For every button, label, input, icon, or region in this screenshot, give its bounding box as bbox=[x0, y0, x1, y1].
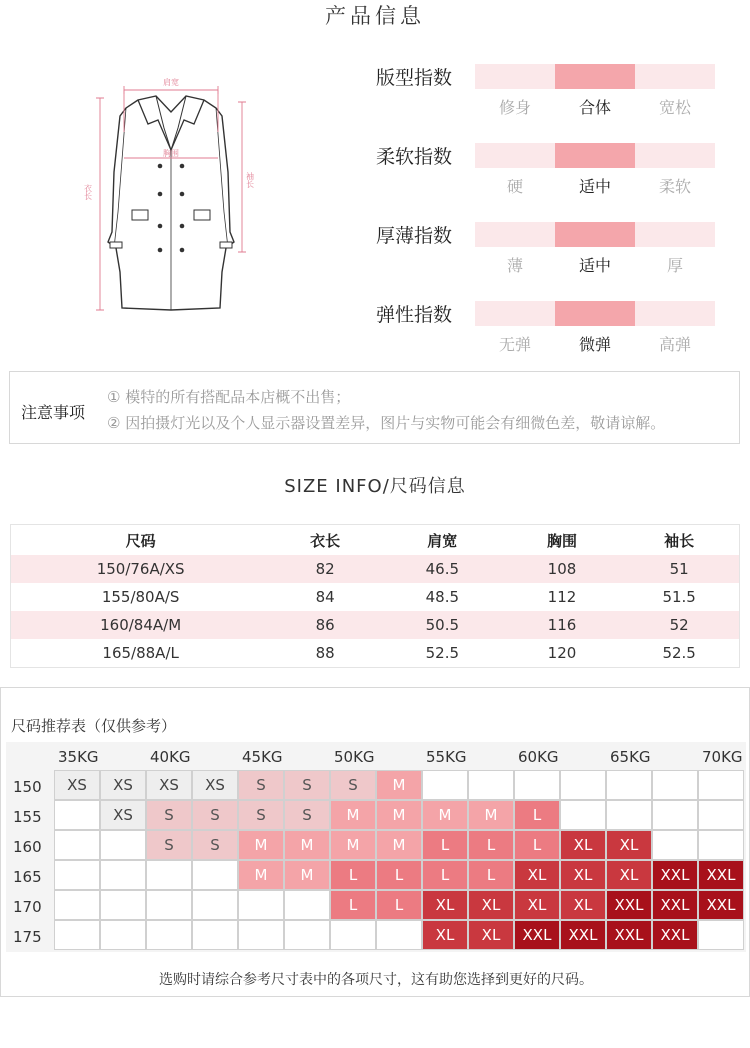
size-cell bbox=[100, 890, 146, 920]
table-cell: 108 bbox=[547, 560, 577, 578]
size-cell: XXL bbox=[652, 920, 698, 950]
size-table-header bbox=[11, 525, 739, 555]
size-cell bbox=[54, 830, 100, 860]
index-option: 硬 bbox=[506, 177, 523, 196]
table-cell: 116 bbox=[547, 616, 577, 634]
table-row bbox=[11, 555, 739, 583]
table-cell: 155/80A/S bbox=[101, 588, 180, 606]
size-cell: XL bbox=[606, 860, 652, 890]
index-bar-segment bbox=[555, 64, 635, 89]
weight-label: 35KG bbox=[58, 748, 99, 766]
table-cell: 84 bbox=[315, 588, 335, 606]
notes-heading: 注意事项 bbox=[21, 403, 86, 422]
index-options bbox=[475, 332, 715, 355]
size-cell: XL bbox=[422, 920, 468, 950]
size-cell: XL bbox=[468, 890, 514, 920]
size-cell: S bbox=[192, 830, 238, 860]
size-cell bbox=[606, 770, 652, 800]
size-cell bbox=[652, 800, 698, 830]
height-label: 170 bbox=[13, 898, 42, 916]
size-cell bbox=[192, 920, 238, 950]
size-cell bbox=[146, 920, 192, 950]
table-cell: 165/88A/L bbox=[102, 644, 179, 662]
table-cell: 82 bbox=[315, 560, 335, 578]
size-cell bbox=[192, 860, 238, 890]
index-bar bbox=[475, 301, 715, 326]
size-cell: XL bbox=[560, 830, 606, 860]
weight-label: 55KG bbox=[426, 748, 467, 766]
size-cell bbox=[468, 770, 514, 800]
index-bar-segment bbox=[635, 143, 715, 168]
size-cell: L bbox=[376, 860, 422, 890]
size-cell: S bbox=[330, 770, 376, 800]
size-cell: XL bbox=[560, 890, 606, 920]
size-cell: S bbox=[238, 770, 284, 800]
size-cell bbox=[54, 890, 100, 920]
size-cell bbox=[376, 920, 422, 950]
index-option: 修身 bbox=[498, 98, 531, 117]
coat-diagram bbox=[78, 72, 264, 320]
size-cell: XS bbox=[192, 770, 238, 800]
size-cell bbox=[54, 860, 100, 890]
index-label: 厚薄指数 bbox=[376, 225, 453, 247]
size-cell: XL bbox=[468, 920, 514, 950]
size-cell: S bbox=[284, 800, 330, 830]
size-cell bbox=[652, 770, 698, 800]
size-cell: XXL bbox=[652, 860, 698, 890]
page-title: 产品信息 bbox=[325, 4, 425, 28]
height-label: 165 bbox=[13, 868, 42, 886]
index-options bbox=[475, 253, 715, 276]
index-option: 无弹 bbox=[498, 335, 531, 354]
size-cell bbox=[238, 890, 284, 920]
size-cell: M bbox=[468, 800, 514, 830]
table-cell: 51 bbox=[669, 560, 689, 578]
weight-label: 50KG bbox=[334, 748, 375, 766]
size-cell bbox=[330, 920, 376, 950]
index-bar bbox=[475, 222, 715, 247]
table-cell: 112 bbox=[547, 588, 577, 606]
table-cell: 52.5 bbox=[662, 644, 696, 662]
index-option: 宽松 bbox=[658, 98, 691, 117]
size-cell bbox=[698, 920, 744, 950]
weight-label: 60KG bbox=[518, 748, 559, 766]
index-option: 微弹 bbox=[578, 335, 611, 354]
height-label: 175 bbox=[13, 928, 42, 946]
weight-label: 65KG bbox=[610, 748, 651, 766]
index-option: 柔软 bbox=[658, 177, 691, 196]
size-cell: L bbox=[422, 830, 468, 860]
size-cell bbox=[238, 920, 284, 950]
size-cell bbox=[652, 830, 698, 860]
index-bar-segment bbox=[635, 301, 715, 326]
index-option: 高弹 bbox=[658, 335, 691, 354]
header-chest: 胸围 bbox=[546, 531, 577, 550]
index-label: 柔软指数 bbox=[376, 146, 453, 168]
size-cell: S bbox=[238, 800, 284, 830]
index-bar-segment bbox=[635, 222, 715, 247]
size-cell: M bbox=[330, 800, 376, 830]
header-sleeve: 袖长 bbox=[664, 531, 695, 550]
index-bar-segment bbox=[475, 222, 555, 247]
size-cell: XL bbox=[514, 860, 560, 890]
recommendation-footer: 选购时请综合参考尺寸表中的各项尺寸，这有助您选择到更好的尺码。 bbox=[159, 972, 593, 988]
index-options bbox=[475, 174, 715, 197]
size-cell bbox=[100, 860, 146, 890]
index-bar-segment bbox=[555, 301, 635, 326]
table-cell: 120 bbox=[547, 644, 577, 662]
height-label: 150 bbox=[13, 778, 42, 796]
size-cell bbox=[100, 830, 146, 860]
table-cell: 160/84A/M bbox=[100, 616, 182, 634]
size-cell bbox=[284, 890, 330, 920]
size-cell bbox=[698, 830, 744, 860]
index-option: 适中 bbox=[578, 177, 611, 196]
table-cell: 50.5 bbox=[425, 616, 460, 634]
size-cell: XXL bbox=[698, 860, 744, 890]
recommendation-title: 尺码推荐表（仅供参考） bbox=[11, 717, 177, 735]
size-cell: L bbox=[330, 890, 376, 920]
length-label: 衣长 bbox=[83, 184, 93, 200]
size-cell: S bbox=[284, 770, 330, 800]
size-cell: S bbox=[146, 800, 192, 830]
recommendation-grid bbox=[6, 742, 746, 952]
size-cell: L bbox=[514, 800, 560, 830]
sleeve-label: 袖长 bbox=[245, 172, 255, 188]
size-cell bbox=[192, 890, 238, 920]
table-cell: 51.5 bbox=[662, 588, 696, 606]
notes-line-2: ② 因拍摄灯光以及个人显示器设置差异，图片与实物可能会有细微色差，敬请谅解。 bbox=[107, 414, 666, 432]
size-cell bbox=[54, 920, 100, 950]
index-bar-segment bbox=[475, 301, 555, 326]
size-cell: M bbox=[284, 860, 330, 890]
size-cell bbox=[698, 800, 744, 830]
size-cell: M bbox=[330, 830, 376, 860]
index-bar-segment bbox=[635, 64, 715, 89]
index-options bbox=[475, 95, 715, 118]
size-cell bbox=[54, 800, 100, 830]
size-cell: M bbox=[376, 800, 422, 830]
size-cell bbox=[514, 770, 560, 800]
size-cell: XL bbox=[560, 860, 606, 890]
table-cell: 52.5 bbox=[425, 644, 460, 662]
index-bar bbox=[475, 64, 715, 89]
notes-line-1: ① 模特的所有搭配品本店概不出售； bbox=[107, 388, 351, 406]
index-bar-segment bbox=[475, 64, 555, 89]
index-bar-segment bbox=[475, 143, 555, 168]
index-label: 版型指数 bbox=[376, 67, 453, 89]
notes-box bbox=[9, 371, 740, 444]
size-cell bbox=[284, 920, 330, 950]
size-table bbox=[10, 524, 740, 668]
size-cell bbox=[100, 920, 146, 950]
size-cell: XS bbox=[54, 770, 100, 800]
weight-label: 45KG bbox=[242, 748, 283, 766]
header-shoulder: 肩宽 bbox=[427, 531, 458, 550]
table-row bbox=[11, 583, 739, 611]
size-cell bbox=[146, 890, 192, 920]
size-cell bbox=[422, 770, 468, 800]
shoulder-label: 肩宽 bbox=[163, 78, 179, 87]
index-option: 厚 bbox=[666, 256, 683, 275]
size-cell: M bbox=[422, 800, 468, 830]
size-cell: M bbox=[376, 770, 422, 800]
index-bar bbox=[475, 143, 715, 168]
size-cell: XXL bbox=[652, 890, 698, 920]
weight-label: 40KG bbox=[150, 748, 191, 766]
index-bar-segment bbox=[555, 222, 635, 247]
index-option: 薄 bbox=[506, 256, 523, 275]
size-cell: M bbox=[376, 830, 422, 860]
size-cell: M bbox=[238, 860, 284, 890]
table-cell: 48.5 bbox=[425, 588, 460, 606]
size-cell: XS bbox=[100, 770, 146, 800]
size-cell: L bbox=[376, 890, 422, 920]
size-cell: XL bbox=[422, 890, 468, 920]
size-cell: XXL bbox=[514, 920, 560, 950]
size-cell: M bbox=[238, 830, 284, 860]
weight-label: 70KG bbox=[702, 748, 743, 766]
size-cell: L bbox=[468, 860, 514, 890]
size-cell bbox=[560, 770, 606, 800]
size-cell bbox=[606, 800, 652, 830]
size-cell: S bbox=[192, 800, 238, 830]
size-cell: XS bbox=[146, 770, 192, 800]
size-cell bbox=[698, 770, 744, 800]
size-cell bbox=[560, 800, 606, 830]
size-cell bbox=[146, 860, 192, 890]
header-length: 衣长 bbox=[310, 531, 341, 550]
table-cell: 46.5 bbox=[425, 560, 460, 578]
table-row bbox=[11, 611, 739, 639]
size-cell: XXL bbox=[560, 920, 606, 950]
size-recommendation bbox=[0, 687, 750, 997]
table-cell: 86 bbox=[315, 616, 335, 634]
index-option: 合体 bbox=[578, 98, 611, 117]
size-cell: L bbox=[468, 830, 514, 860]
index-bar-segment bbox=[555, 143, 635, 168]
height-label: 155 bbox=[13, 808, 42, 826]
size-cell: S bbox=[146, 830, 192, 860]
size-cell: XS bbox=[100, 800, 146, 830]
height-label: 160 bbox=[13, 838, 42, 856]
table-row bbox=[11, 639, 739, 667]
size-cell: XXL bbox=[698, 890, 744, 920]
size-cell: XXL bbox=[606, 890, 652, 920]
size-cell: XL bbox=[514, 890, 560, 920]
table-cell: 52 bbox=[669, 616, 689, 634]
size-cell: XXL bbox=[606, 920, 652, 950]
chest-label: 胸围 bbox=[163, 149, 179, 158]
size-info-title: SIZE INFO/尺码信息 bbox=[284, 476, 466, 497]
size-cell: L bbox=[422, 860, 468, 890]
size-cell: L bbox=[514, 830, 560, 860]
size-cell: XL bbox=[606, 830, 652, 860]
table-cell: 150/76A/XS bbox=[96, 560, 185, 578]
header-size: 尺码 bbox=[125, 531, 156, 550]
index-label: 弹性指数 bbox=[376, 304, 453, 326]
table-cell: 88 bbox=[315, 644, 335, 662]
index-option: 适中 bbox=[578, 256, 611, 275]
size-cell: L bbox=[330, 860, 376, 890]
size-cell: M bbox=[284, 830, 330, 860]
